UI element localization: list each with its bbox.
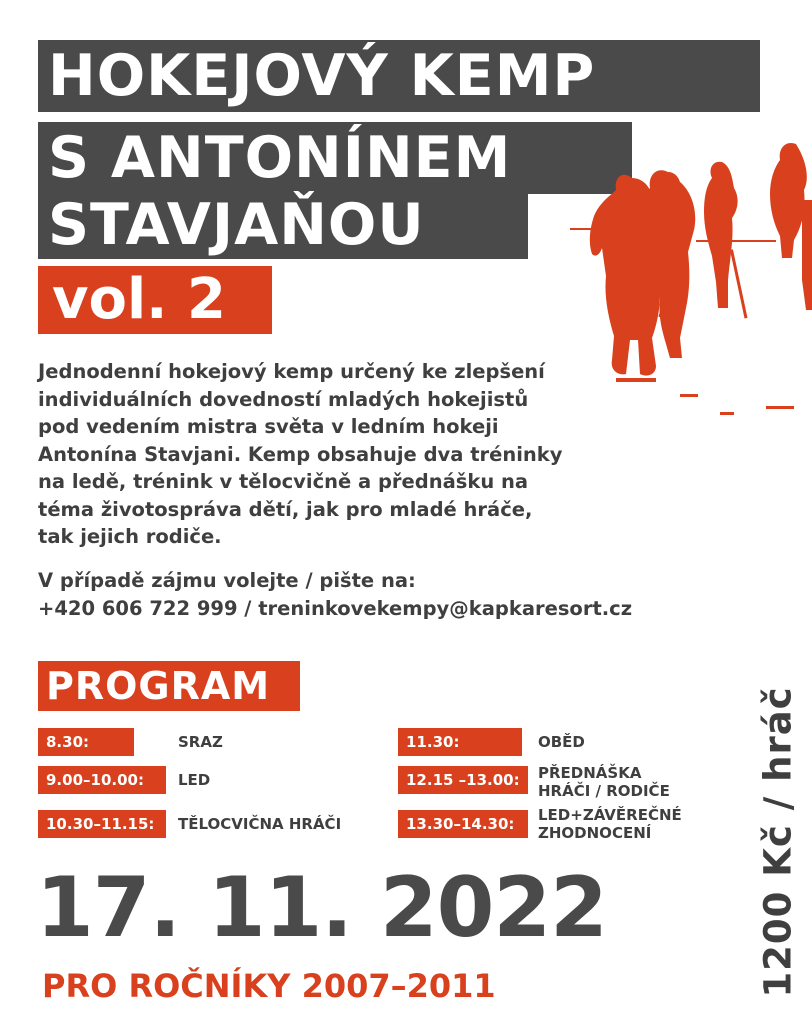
title-line-3: STAVJAŇOU [38,191,528,259]
program-label: TĚLOCVIČNA HRÁČI [178,815,342,833]
program-time: 12.15 –13.00: [398,766,528,794]
title-line-2: S ANTONÍNEM [38,122,632,194]
volume-badge: vol. 2 [38,266,272,334]
program-time: 10.30–11.15: [38,810,166,838]
description-line: pod vedením mistra světa v ledním hokeji [38,415,499,438]
program-time: 9.00–10.00: [38,766,166,794]
contact-intro: V případě zájmu volejte / pište na: [38,569,416,592]
program-time: 11.30: [398,728,522,756]
description-line: Antonína Stavjani. Kemp obsahuje dva tréninky [38,442,563,466]
contact-info [38,567,632,622]
program-label: SRAZ [178,733,223,751]
hockey-players-illustration [570,130,812,420]
age-groups: PRO ROČNÍKY 2007–2011 [42,967,496,1005]
description-line: na ledě, trénink v tělocvičně a přednášku na [38,470,529,493]
program-time: 8.30: [38,728,134,756]
description-line: téma životospráva dětí, jak pro mladé hráče, [38,497,533,521]
description-line: individuálních dovedností mladých hokejistů [38,387,529,411]
program-heading: PROGRAM [38,661,300,711]
program-label: PŘEDNÁŠKA HRÁČI / RODIČE [538,764,670,800]
description [38,358,562,551]
description-line: Jednodenní hokejový kemp určený ke zlepšení [38,360,545,383]
event-date: 17. 11. 2022 [36,859,607,956]
contact-details[interactable]: +420 606 722 999 / treninkovekempy@kapkaresort.cz [38,596,633,620]
title-line-1: HOKEJOVÝ KEMP [38,40,760,112]
price: 1200 Kč / hráč [756,686,800,998]
program-time: 13.30–14.30: [398,810,528,838]
description-line: tak jejich rodiče. [38,525,222,548]
program-label: LED+ZÁVĚREČNÉ ZHODNOCENÍ [538,806,682,842]
program-label: OBĚD [538,733,585,751]
program-label: LED [178,771,211,789]
